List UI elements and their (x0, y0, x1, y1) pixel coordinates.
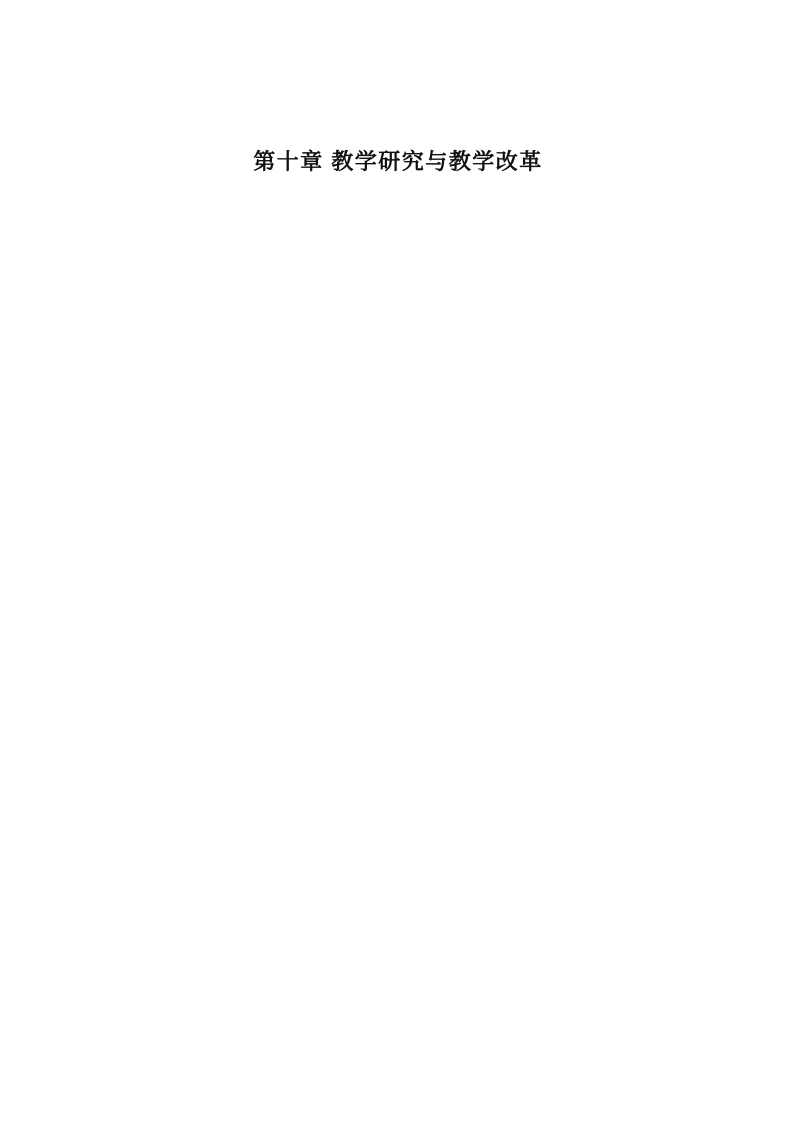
document-content (100, 142, 696, 181)
chapter-10-heading: 第十章 教学研究与教学改革 (253, 149, 543, 174)
